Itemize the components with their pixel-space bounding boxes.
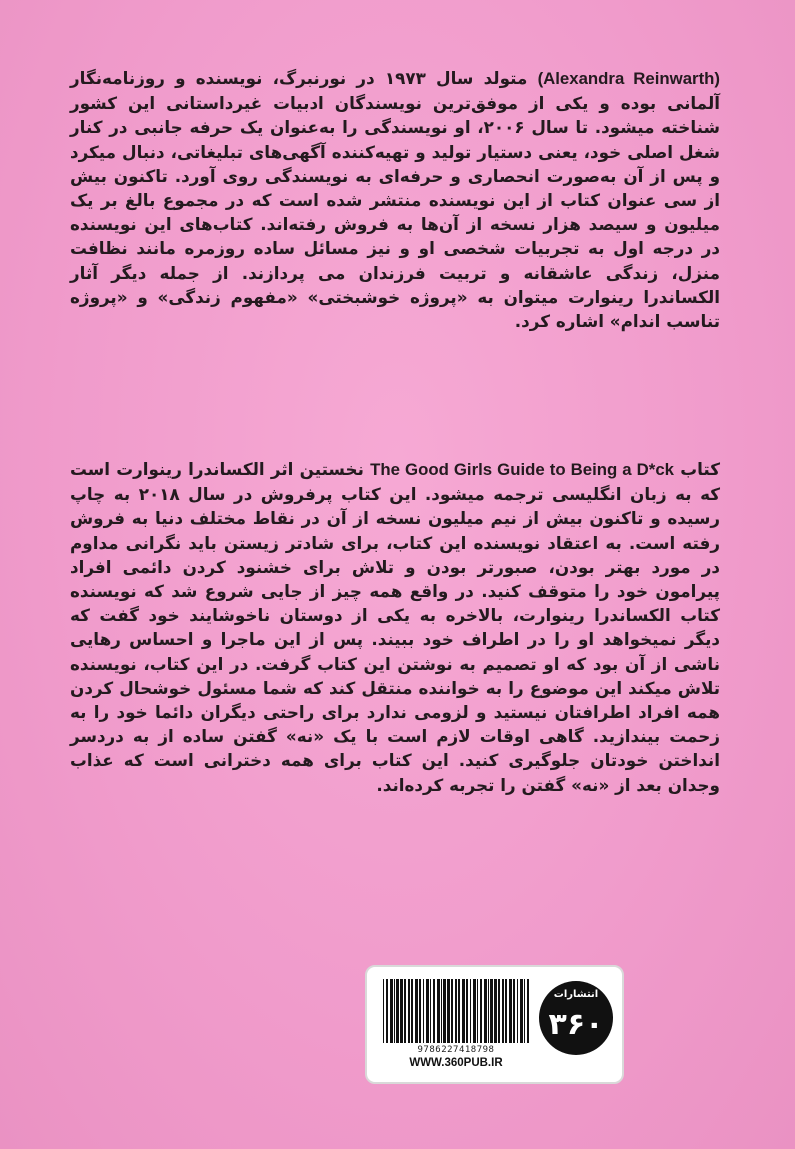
barcode-bar bbox=[419, 979, 421, 1043]
barcode-bar bbox=[451, 979, 453, 1043]
barcode-bar bbox=[490, 979, 493, 1043]
barcode-bar bbox=[509, 979, 512, 1043]
barcode-bar bbox=[400, 979, 403, 1043]
book-description-paragraph bbox=[70, 457, 720, 797]
book-description-prefix: کتاب bbox=[680, 459, 721, 479]
barcode-bar bbox=[524, 979, 525, 1043]
barcode-bar bbox=[430, 979, 431, 1043]
author-bio-text: متولد سال ۱۹۷۳ در نورنبرگ، نویسنده و روزنامه‌نگار آلمانی بوده و یکی از موفق‌ترین نویسندگان ادبیات غیرداستانی این کشور شناخته میشود. تا سال ۲۰۰۶، او نویسندگی را به‌عنوان یک حرفه جانبی در کنار شغل اصلی خود، یعنی دستیار تولید و تهیه‌کننده آگهی‌های تبلیغاتی، دنبال میکرد و پس از آن به‌صورت انحصاری و حرفه‌ای به نویسندگی روی آورد. تاکنون بیش از سی عنوان کتاب از این نویسنده منتشر شده است که در مجموع بالغ بر یک میلیون و سیصد هزار نسخه از آن‌ها به فروش رفته‌اند. کتاب‌های این نویسنده در درجه اول به تجربیات شخصی او و نیز مسائل ساده روزمره مانند نظافت منزل، زندگی عاشقانه و تربیت فرزندان می پردازند. از جمله دیگر آثار الکساندرا رینوارت میتوان به «پروژه خوشبختی» «مفهوم زندگی» و «پروژه تناسب اندام» اشاره کرد. bbox=[70, 68, 720, 332]
barcode-bar bbox=[396, 979, 399, 1043]
barcode-bar bbox=[441, 979, 442, 1043]
barcode-bar bbox=[423, 979, 424, 1043]
barcode-bar bbox=[426, 979, 429, 1043]
barcode-sticker bbox=[365, 965, 624, 1084]
barcode-bar bbox=[411, 979, 413, 1043]
barcode-bar bbox=[390, 979, 393, 1043]
barcode-bar bbox=[502, 979, 504, 1043]
barcode-bar bbox=[488, 979, 489, 1043]
barcode-bar bbox=[494, 979, 497, 1043]
barcode-bar bbox=[480, 979, 482, 1043]
barcode-bar bbox=[477, 979, 478, 1043]
barcode-bar bbox=[520, 979, 523, 1043]
author-latin-name: (Alexandra Reinwarth) bbox=[537, 69, 721, 88]
barcode-bar bbox=[527, 979, 529, 1043]
barcode-bar bbox=[443, 979, 446, 1043]
author-bio-paragraph bbox=[70, 66, 720, 333]
book-title-latin: The Good Girls Guide to Being a D*ck bbox=[370, 460, 674, 479]
barcode-bar bbox=[466, 979, 468, 1043]
barcode-bar bbox=[404, 979, 406, 1043]
barcode-bar bbox=[415, 979, 418, 1043]
barcode-bar bbox=[458, 979, 460, 1043]
isbn-barcode bbox=[381, 979, 531, 1043]
barcode-bar bbox=[513, 979, 515, 1043]
barcode-bar bbox=[505, 979, 507, 1043]
barcode-bar bbox=[447, 979, 450, 1043]
isbn-number: 9786227418798 bbox=[417, 1045, 495, 1055]
barcode-bar bbox=[433, 979, 435, 1043]
barcode-bar bbox=[408, 979, 410, 1043]
barcode-bar bbox=[484, 979, 487, 1043]
barcode-bar bbox=[498, 979, 500, 1043]
barcode-bar bbox=[394, 979, 395, 1043]
publisher-logo bbox=[539, 981, 613, 1055]
book-description-text: نخستین اثر الکساندرا رینوارت است که به زبان انگلیسی ترجمه میشود. این کتاب پرفروش در سال ۲۰۱۸ به چاپ رسیده و تاکنون بیش از نیم میلیون نسخه از آن در نقاط مختلف دنیا به فروش رفته است. به اعتقاد نویسنده این کتاب، برای شادتر زیستن باید نگرانی مداوم در مورد بهتر بودن، صبورتر بودن و تلاش برای خشنود کردن دائمی افراد پیرامون خود را متوقف کنید. در واقع همه چیز از جایی شروع شد که نویسنده کتاب الکساندرا رینوارت، بالاخره به یکی از دوستان ناخوشایند خود گفت که دیگر نمیخواهد او را در اطراف خود ببیند. پس از این ماجرا و احساس رهایی ناشی از آن بود که او تصمیم به نوشتن این کتاب گرفت. در این کتاب، نویسنده تلاش میکند این موضوع را به خواننده منتقل کند که شما مسئول خوشحال کردن همه افراد اطرافتان نیستید و لزومی ندارد برای راحتی دیگران دائما خود را به زحمت بیندازید. گاهی اوقات لازم است با یک «نه» گفتن ساده از به دردسر انداختن خودتان جلوگیری کنید. این کتاب برای همه دخترانی است که عذاب وجدان بعد از «نه» گفتن را تجربه کرده‌اند. bbox=[70, 459, 721, 795]
barcode-bar bbox=[473, 979, 476, 1043]
barcode-bar bbox=[383, 979, 384, 1043]
barcode-bar bbox=[386, 979, 388, 1043]
barcode-bar bbox=[455, 979, 457, 1043]
publisher-logo-number: ۳۶۰ bbox=[548, 1007, 604, 1042]
barcode-bar bbox=[517, 979, 518, 1043]
barcode-bar bbox=[462, 979, 465, 1043]
publisher-website: WWW.360PUB.IR bbox=[409, 1057, 503, 1069]
publisher-logo-label: انتشارات bbox=[553, 989, 599, 1000]
barcode-bar bbox=[437, 979, 440, 1043]
barcode-bar bbox=[470, 979, 471, 1043]
